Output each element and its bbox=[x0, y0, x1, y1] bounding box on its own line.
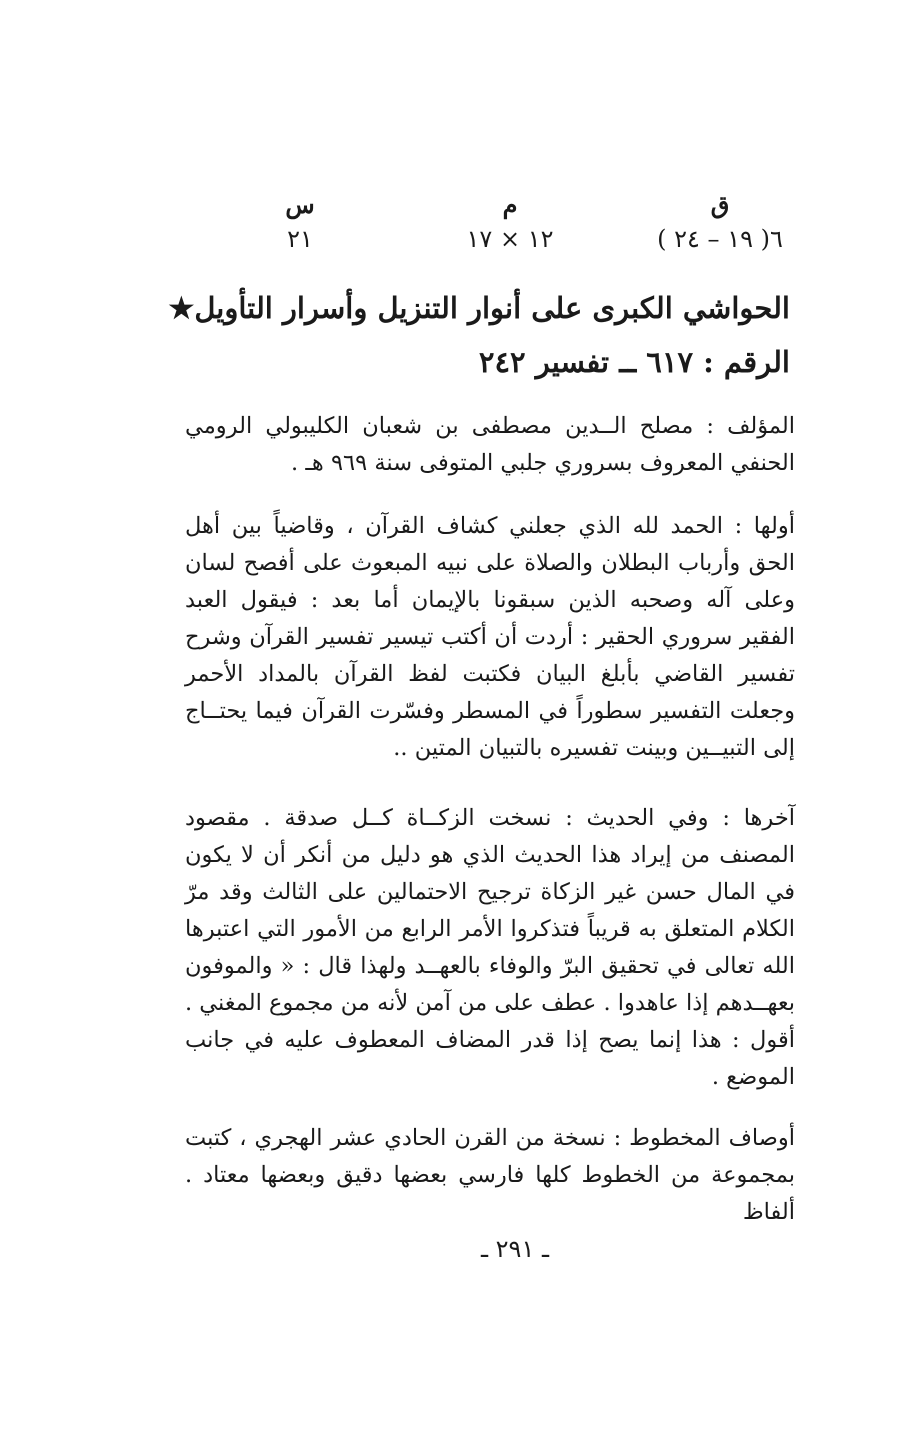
explicit-label: آخرها : bbox=[722, 805, 795, 831]
incipit-text: الحمد لله الذي جعلني كشاف القرآن ، وقاضياً بين أهل الحق وأرباب البطلان والصلاة على نبيه المبعوث على أفصح لسان وعلى آله وصحبه الذين سبقونا بالإيمان أما بعد : فيقول العبد الفقير سروري الحقير : أردت أن أكتب تيسير تفسير القرآن وشرح تفسير القاضي بأبلغ البيان فكتبت لفظ القرآن بالمداد الأحمر وجعلت التفسير سطوراً في المسطر وفسّرت القرآن فيما يحتــاج إلى التبيــين وبينت تفسيره بالتبيان المتين .. bbox=[185, 513, 795, 761]
catalog-number: الرقم : ٦١٧ ــ تفسير ٢٤٢ bbox=[478, 345, 790, 379]
author-text: مصلح الــدين مصطفى بن شعبان الكليبولي الرومي الحنفي المعروف بسروري جلبي المتوفى سنة ٩٦٩ هـ . bbox=[185, 413, 795, 476]
author-label: المؤلف : bbox=[706, 413, 795, 439]
star-icon: ★ bbox=[168, 291, 195, 325]
code-q-value: ٦( ١٩ – ٢٤ ) bbox=[657, 225, 783, 253]
code-s bbox=[255, 188, 345, 256]
explicit-text: وفي الحديث : نسخت الزكــاة كــل صدقة . مقصود المصنف من إيراد هذا الحديث الذي هو دليل من أنكر أن لا يكون في المال حسن غير الزكاة ترجيح الاحتمالين على الثالث وقد مرّ الكلام المتعلق به قريباً فتذكروا الأمر الرابع من الأمور التي اعتبرها الله تعالى في تحقيق البرّ والوفاء بالعهــد ولهذا قال : « والموفون بعهــدهم إذا عاهدوا . عطف على من آمن لأنه من مجموع المغني . أقول : هذا إنما يصح إذا قدر المضاف المعطوف عليه في جانب الموضع . bbox=[185, 805, 795, 1090]
code-m-value: ١٢ × ١٧ bbox=[466, 225, 554, 253]
code-s-value: ٢١ bbox=[287, 225, 313, 253]
code-q bbox=[640, 188, 800, 256]
incipit-label: أولها : bbox=[734, 513, 795, 539]
manuscript-title bbox=[150, 288, 790, 328]
code-m bbox=[440, 188, 580, 256]
incipit-paragraph bbox=[185, 508, 795, 767]
code-m-letter: م bbox=[502, 190, 518, 219]
page-number: ـ ٢٩١ ـ bbox=[480, 1235, 549, 1263]
explicit-paragraph bbox=[185, 800, 795, 1096]
description-label: أوصاف المخطوط : bbox=[613, 1125, 795, 1151]
code-q-letter: ق bbox=[710, 190, 730, 219]
author-paragraph bbox=[185, 408, 795, 482]
description-paragraph bbox=[185, 1120, 795, 1231]
title-text: الحواشي الكبرى على أنوار التنزيل وأسرار التأويل bbox=[194, 291, 790, 325]
description-text: نسخة من القرن الحادي عشر الهجري ، كتبت بمجموعة من الخطوط كلها فارسي بعضها دقيق وبعضها معتاد . ألفاظ bbox=[185, 1125, 795, 1225]
code-s-letter: س bbox=[285, 190, 315, 219]
